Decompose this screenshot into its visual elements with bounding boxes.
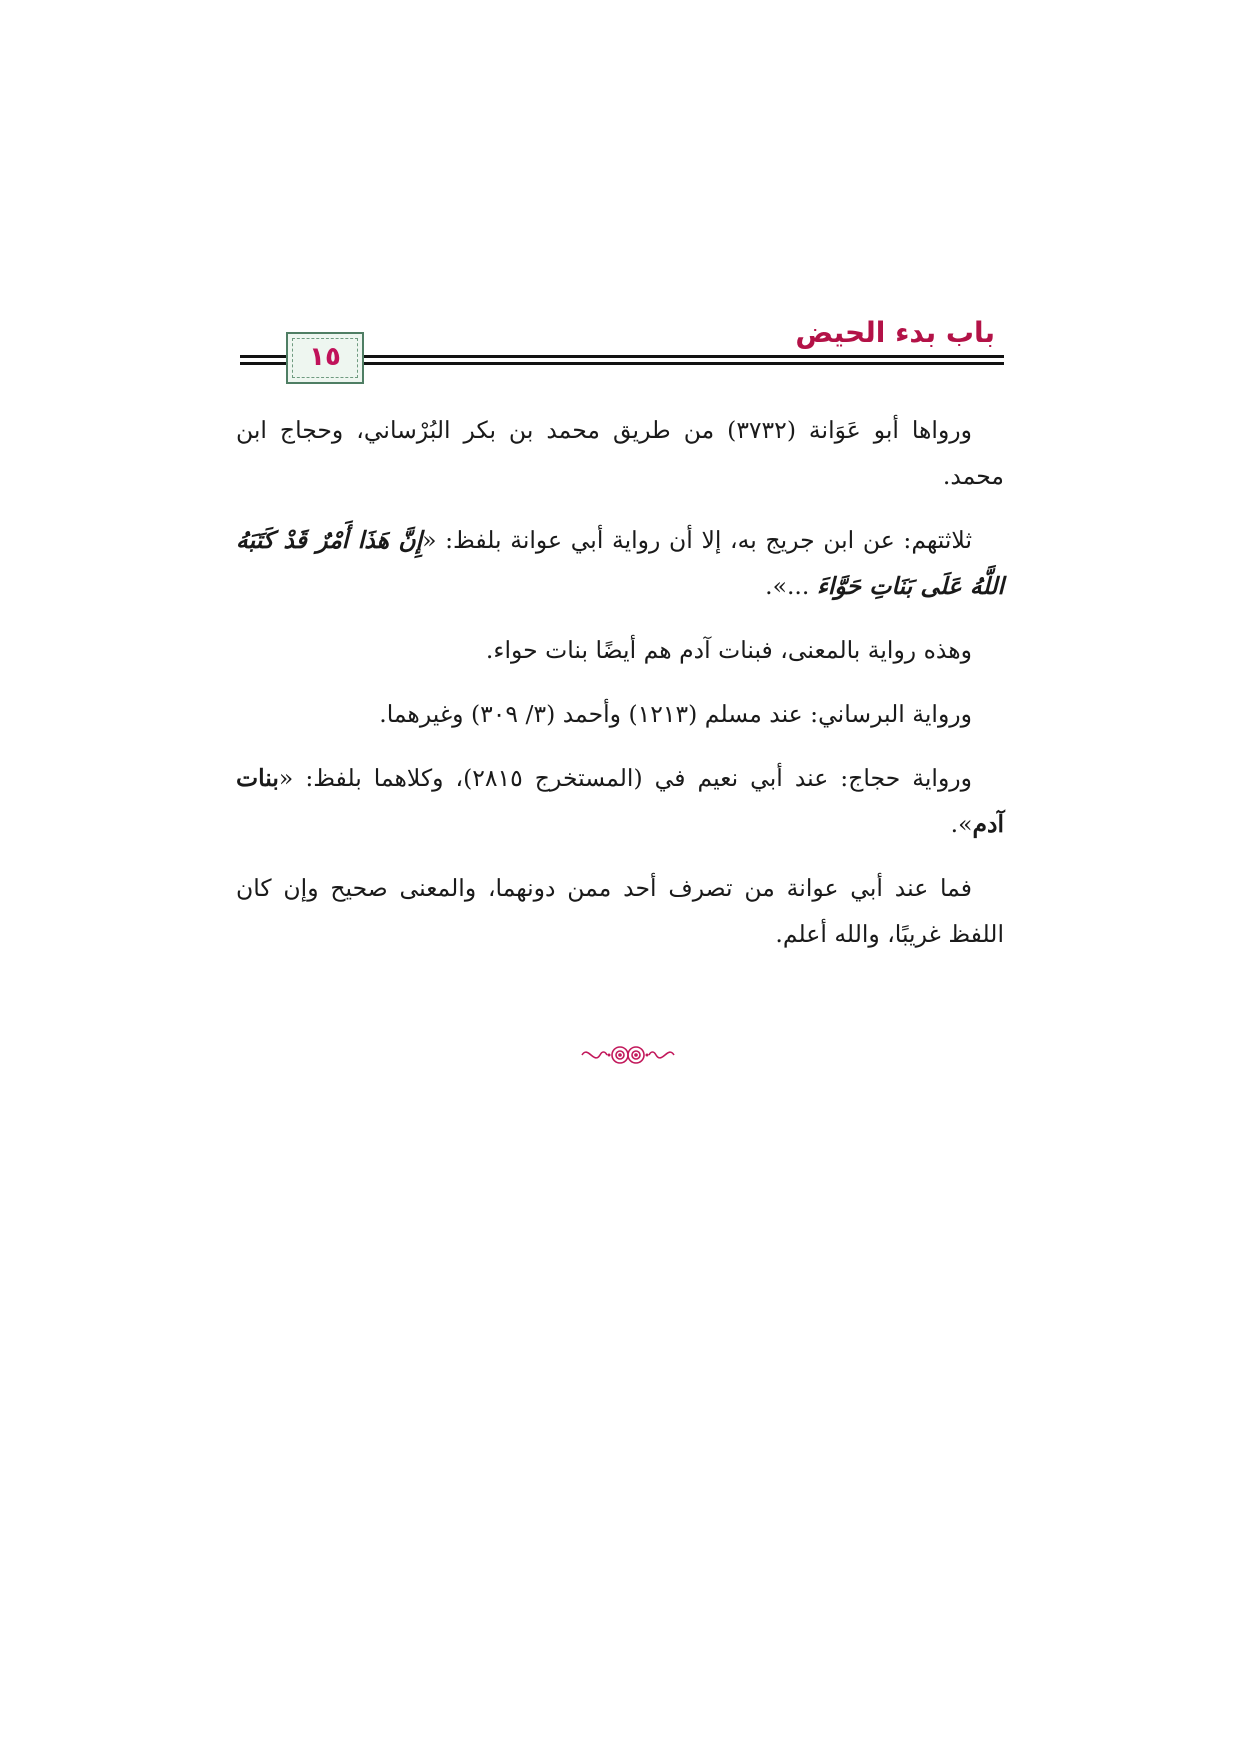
paragraph-5-intro: ورواية حجاج: عند أبي نعيم في (المستخرج ٢٨١٥)، وكلاهما بلفظ: « xyxy=(278,764,972,792)
hadith-quote: إِنَّ هَذَا أَمْرٌ قَدْ كَتَبَهُ اللَّهُ عَلَى بَنَاتِ حَوَّاءَ xyxy=(236,526,1004,600)
page-number: ١٥ xyxy=(309,342,341,372)
paragraph-6: فما عند أبي عوانة من تصرف أحد ممن دونهما، والمعنى صحيح وإن كان اللفظ غريبًا، والله أعلم. xyxy=(236,874,1004,948)
page-number-frame xyxy=(286,332,364,384)
chapter-title: باب بدء الحيض xyxy=(795,316,995,349)
paragraph-5-end: ». xyxy=(950,810,973,838)
paragraph-2-end: ...». xyxy=(765,572,817,600)
section-end-ornament-icon xyxy=(578,1040,678,1070)
paragraph-1: ورواها أبو عَوَانة (٣٧٣٢) من طريق محمد بن بكر البُرْساني، وحجاج ابن محمد. xyxy=(236,416,1004,490)
quote-banat-adam: بنات آدم xyxy=(236,764,1004,838)
paragraph-5 xyxy=(236,755,1004,847)
header-rule-right xyxy=(364,355,1004,365)
paragraph-3: وهذه رواية بالمعنى، فبنات آدم هم أيضًا بنات حواء. xyxy=(485,636,972,664)
paragraph-4: ورواية البرساني: عند مسلم (١٢١٣) وأحمد (٣/ ٣٠٩) وغيرهما. xyxy=(379,700,972,728)
paragraph-2-intro: ثلاثتهم: عن ابن جريج به، إلا أن رواية أبي عوانة بلفظ: « xyxy=(422,526,972,554)
header-rule-left xyxy=(240,355,286,365)
paragraph-2 xyxy=(236,517,1004,609)
body-text xyxy=(236,407,1004,975)
